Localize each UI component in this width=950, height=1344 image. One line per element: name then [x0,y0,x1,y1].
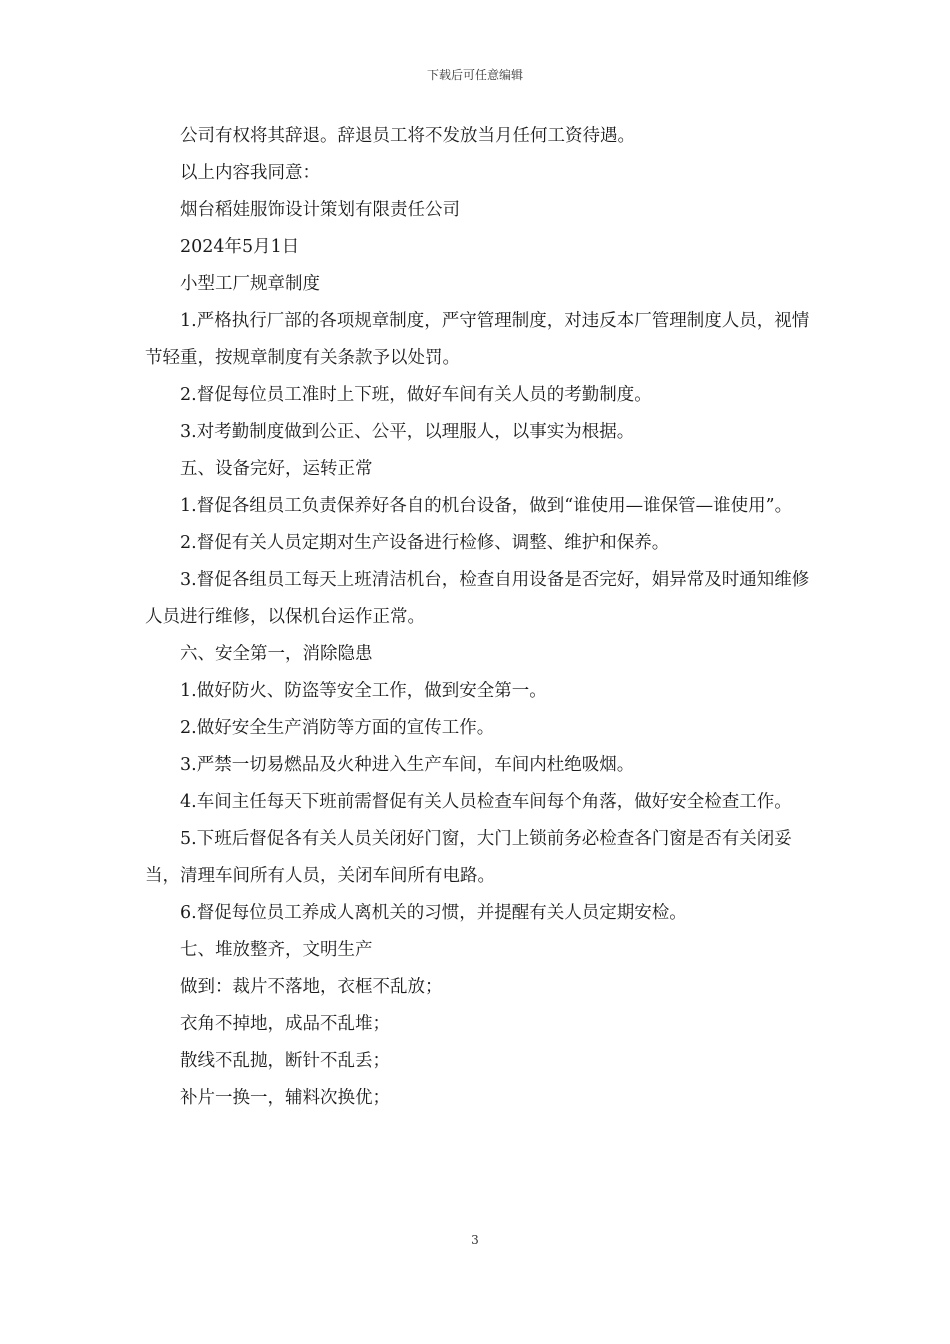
page-header: 下载后可任意编辑 [426,68,523,82]
paragraph-16: 3.严禁一切易燃品及火种进入生产车间，车间内杜绝吸烟。 [180,755,635,775]
paragraph-6: 1.严格执行厂部的各项规章制度，严守管理制度，对违反本厂管理制度人员，视情节轻重，按规章制度有关条款予以处罚。 [145,311,810,368]
paragraph-21: 做到：裁片不落地，衣框不乱放； [180,977,443,997]
paragraph-9: 五、设备完好，运转正常 [180,459,373,479]
document-body [145,118,810,1117]
paragraph-20: 七、堆放整齐，文明生产 [180,940,373,960]
paragraph-23: 散线不乱抛，断针不乱丢； [180,1051,390,1071]
paragraph-3: 烟台稻娃服饰设计策划有限责任公司 [180,200,460,220]
paragraph-7: 2.督促每位员工准时上下班，做好车间有关人员的考勤制度。 [180,385,652,405]
paragraph-10: 1.督促各组员工负责保养好各自的机台设备，做到“谁使用—谁保管—谁使用”。 [180,496,793,516]
paragraph-14: 1.做好防火、防盗等安全工作，做到安全第一。 [180,681,547,701]
paragraph-4: 2024年5月1日 [180,237,300,257]
paragraph-5: 小型工厂规章制度 [180,274,320,294]
paragraph-11: 2.督促有关人员定期对生产设备进行检修、调整、维护和保养。 [180,533,670,553]
paragraph-1: 公司有权将其辞退。辞退员工将不发放当月任何工资待遇。 [180,126,635,146]
paragraph-22: 衣角不掉地，成品不乱堆； [180,1014,390,1034]
page-number: 3 [471,1233,479,1247]
paragraph-17: 4.车间主任每天下班前需督促有关人员检查车间每个角落，做好安全检查工作。 [180,792,792,812]
paragraph-2: 以上内容我同意： [180,163,320,183]
paragraph-18: 5.下班后督促各有关人员关闭好门窗，大门上锁前务必检查各门窗是否有关闭妥当，清理车间所有人员，关闭车间所有电路。 [145,829,792,886]
paragraph-13: 六、安全第一，消除隐患 [180,644,373,664]
paragraph-15: 2.做好安全生产消防等方面的宣传工作。 [180,718,495,738]
paragraph-12: 3.督促各组员工每天上班清洁机台，检查自用设备是否完好，娟异常及时通知维修人员进行维修，以保机台运作正常。 [145,570,810,627]
paragraph-8: 3.对考勤制度做到公正、公平，以理服人，以事实为根据。 [180,422,635,442]
paragraph-24: 补片一换一，辅料次换优； [180,1088,390,1108]
paragraph-19: 6.督促每位员工养成人离机关的习惯，并提醒有关人员定期安检。 [180,903,687,923]
